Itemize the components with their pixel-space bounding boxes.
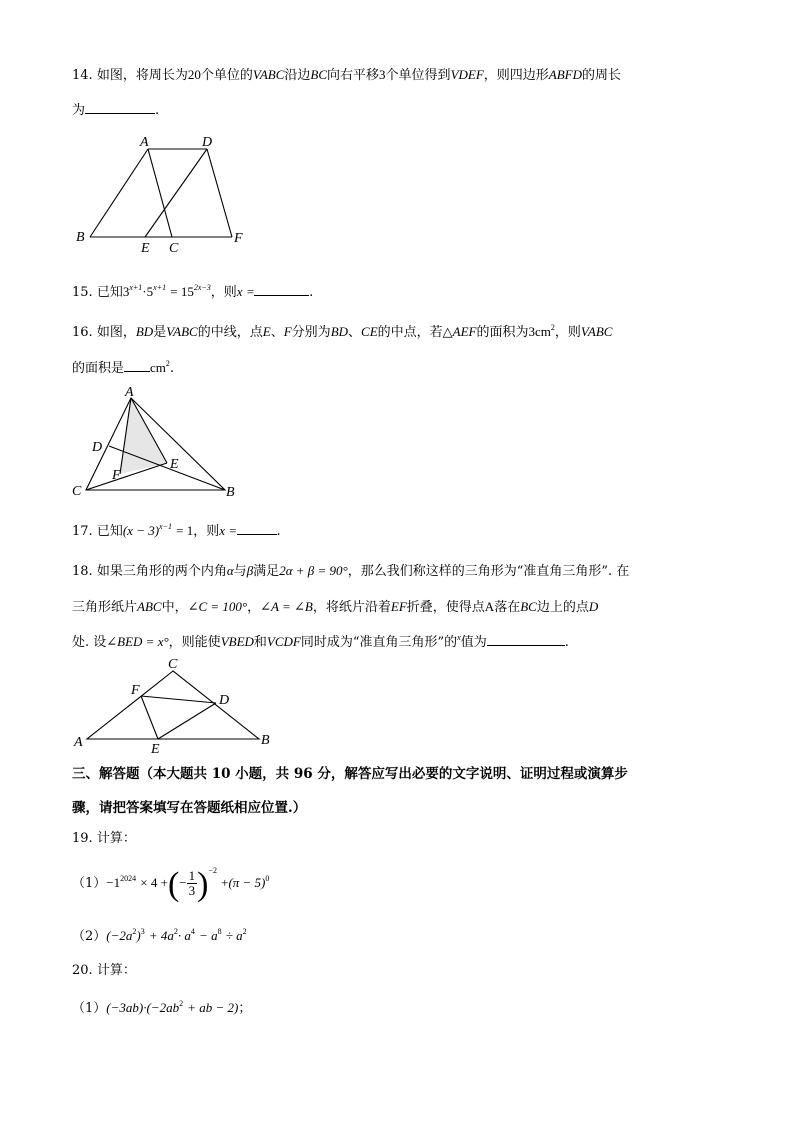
q15-line: 15. 已知$3^{x+1}\cdot 5^{x+1} = 15^{2x-3}$，则x = . xyxy=(72,283,314,300)
q14-label-d: D xyxy=(202,135,213,150)
q19-fraction: $\frac{1}{3}$ xyxy=(188,868,196,898)
q14-label-f: F xyxy=(234,231,243,246)
q18-figure xyxy=(72,656,282,756)
section3-heading-line1: 三、解答题（本大题共 10 小题，共 96 分，解答应写出必要的文字说明、证明过程或演算步 xyxy=(72,766,628,782)
q16-line1: 16. 如图，BD是VABC的中线，点E、F分别为BD、CE的中点，若△AEF的面积为$3cm^2$，则VABC xyxy=(72,323,613,340)
q16-label-e: E xyxy=(170,457,179,472)
q18-label-d: D xyxy=(219,693,230,708)
q18-label-a: A xyxy=(74,735,83,750)
q20-title: 20. 计算： xyxy=(72,963,136,978)
q18-line2: 三角形纸片ABC中，∠C = 100°，∠A = ∠B，将纸片沿着EF折叠，使得点A落在BC边上的点D xyxy=(72,599,599,615)
q19-title: 19. 计算： xyxy=(72,831,136,846)
q14-answer-blank[interactable] xyxy=(85,100,155,114)
q16-answer-blank[interactable] xyxy=(124,358,150,372)
q15-answer-blank[interactable] xyxy=(254,282,309,296)
q17-answer-blank[interactable] xyxy=(237,521,277,535)
section3-heading-line2: 骤，请把答案填写在答题纸相应位置.） xyxy=(72,800,307,816)
q14-line1: 14. 如图，将周长为20个单位的VABC沿边BC向右平移3个单位得到VDEF，则四边形ABFD的周长 xyxy=(72,67,622,83)
q16-label-c: C xyxy=(72,484,82,499)
q16-label-f: F xyxy=(112,468,121,483)
q14-label-a: A xyxy=(140,135,149,150)
q18-label-f: F xyxy=(131,683,140,698)
q18-label-b: B xyxy=(261,733,270,748)
q18-label-e: E xyxy=(151,742,160,757)
q14-label-c: C xyxy=(169,241,179,256)
q16-figure xyxy=(72,386,247,501)
q14-figure xyxy=(72,132,252,257)
q18-line1: 18. 如果三角形的两个内角α与β满足2α + β = 90°，那么我们称这样的三角形为“准直角三角形”. 在 xyxy=(72,563,630,579)
q18-answer-blank[interactable] xyxy=(487,632,565,646)
q18-label-c: C xyxy=(168,657,178,672)
q17-line: 17. 已知$(x - 3)^{x-1} = 1$，则x = . xyxy=(72,522,281,539)
q14-label-e: E xyxy=(141,241,150,256)
q14-line2: 为 . xyxy=(72,100,159,120)
q16-label-d: D xyxy=(92,440,103,455)
q16-label-b: B xyxy=(226,485,235,500)
q19-part2: $(2)(-2a^2)^3 + 4a^2\cdot a^4 - a^8 \div a^2$ xyxy=(72,927,247,944)
q16-label-a: A xyxy=(125,385,134,400)
q14-label-b: B xyxy=(76,230,85,245)
q16-line2: 的面积是 $cm^2$. xyxy=(72,359,175,376)
q18-line3: 处. 设∠BED = x°，则能使VBED和VCDF同时成为“准直角三角形”的$^x$值为 . xyxy=(72,633,569,650)
q20-part1: $(1)(-3ab)\cdot(-2ab^2$ + ab − 2)； xyxy=(72,999,252,1016)
q19-part1: $(1)-1^{2024} \times 4$ +(− $\frac{1}{3}$ )$^{-2} +(\pi - 5)^0$ xyxy=(72,866,270,903)
